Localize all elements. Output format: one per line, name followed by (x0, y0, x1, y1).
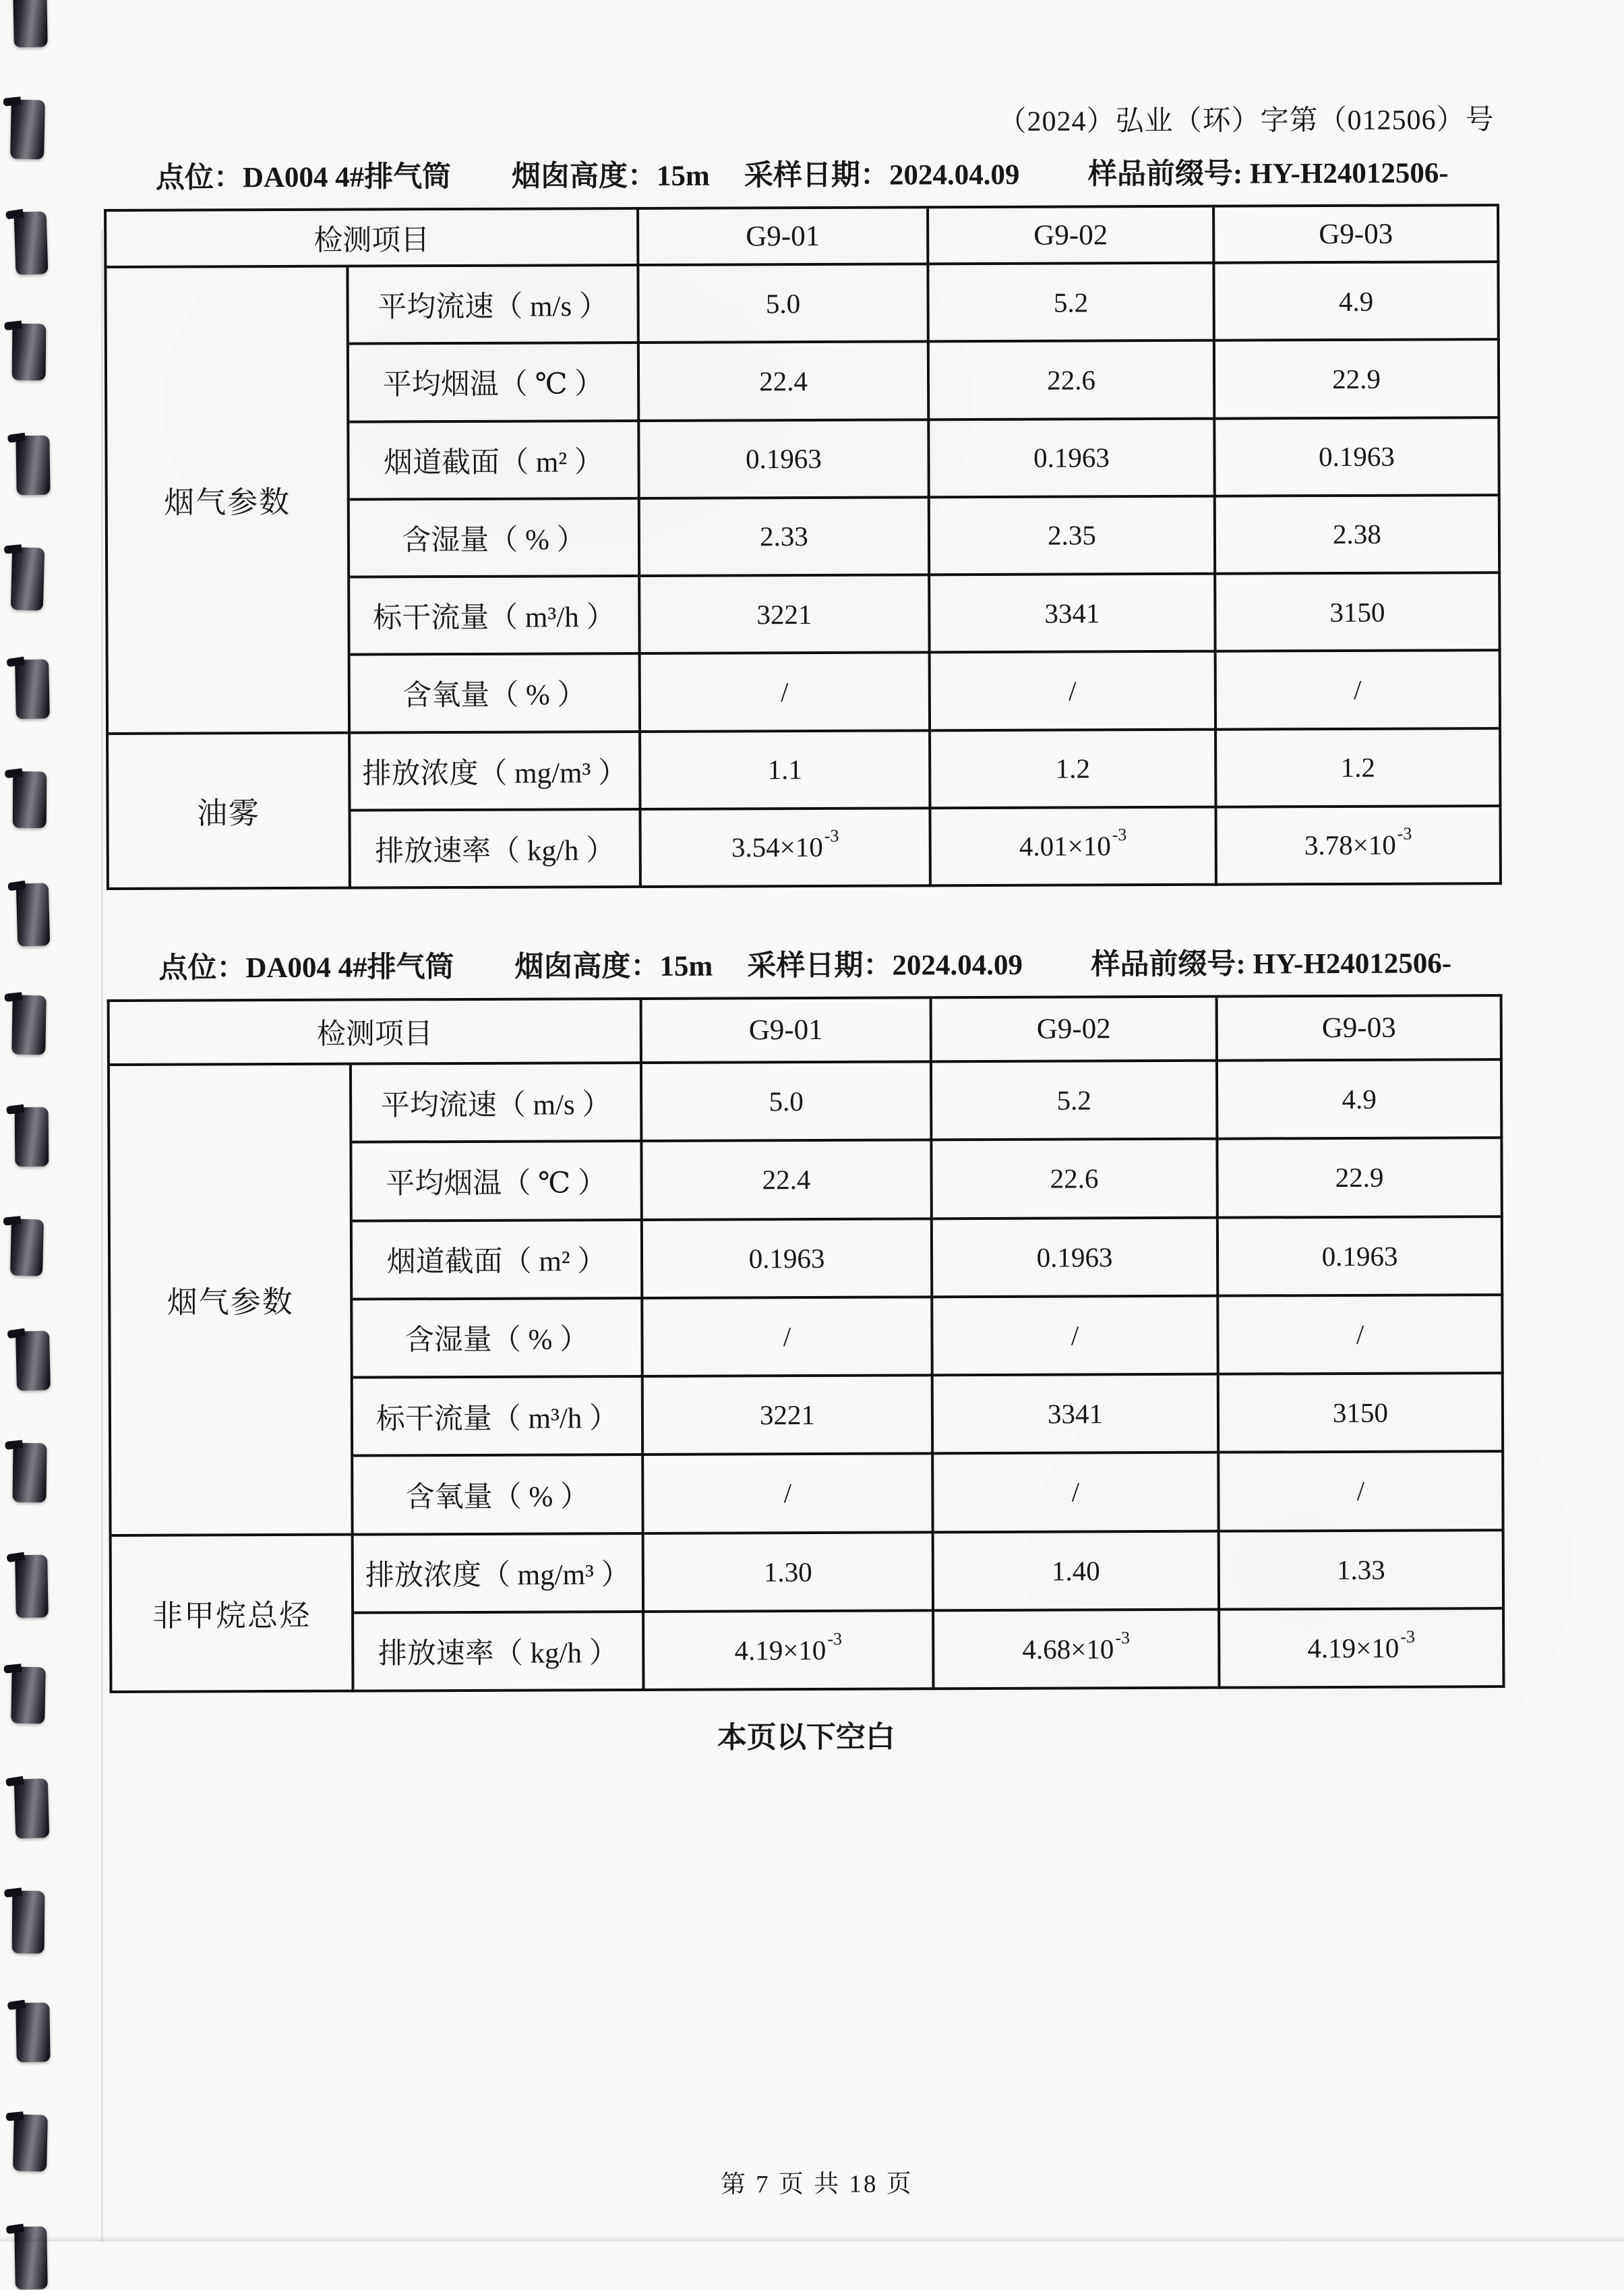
value-cell: 2.33 (640, 498, 930, 577)
site-id: 点位：DA004 4#排气筒 (158, 951, 454, 985)
value-cell: 3150 (1216, 574, 1501, 653)
value-cell: / (1219, 1296, 1503, 1376)
row-label: 排放浓度（ mg/m³ ） (354, 1534, 644, 1614)
sample-prefix: 样品前缀号: HY-H24012506- (1091, 947, 1452, 981)
value-cell: 2.35 (930, 497, 1216, 576)
value-cell: / (934, 1454, 1220, 1533)
group-label-nmhc: 非甲烷总烃 (112, 1535, 355, 1693)
column-header-sample: G9-03 (1215, 206, 1499, 264)
sci-base: 4.01×10 (1019, 830, 1111, 862)
row-label: 标干流量（ m³/h ） (353, 1378, 644, 1457)
sci-base: 3.78×10 (1304, 829, 1396, 861)
row-label: 含氧量（ % ） (351, 655, 641, 734)
sci-base: 4.68×10 (1022, 1633, 1114, 1665)
row-label: 烟道截面（ m² ） (349, 421, 640, 500)
row-label: 平均烟温（ ℃ ） (349, 344, 640, 423)
value-cell: 22.9 (1215, 341, 1500, 419)
value-cell: 0.1963 (930, 419, 1215, 498)
group-label-flue-gas: 烟气参数 (110, 1065, 354, 1537)
stack-height: 烟囱高度：15m (514, 950, 713, 983)
value-cell: 5.0 (639, 265, 929, 344)
value-cell: 22.4 (642, 1142, 932, 1221)
value-cell: 2.38 (1216, 496, 1501, 575)
monitoring-table-nmhc (107, 994, 1505, 1693)
value-cell: 0.1963 (1215, 419, 1500, 498)
value-cell: / (931, 653, 1217, 732)
row-label: 平均烟温（ ℃ ） (352, 1142, 642, 1222)
value-cell: 4.9 (1218, 1061, 1503, 1140)
value-cell (642, 809, 932, 888)
row-label: 排放速率（ kg/h ） (351, 811, 642, 889)
value-cell: 3341 (934, 1376, 1220, 1455)
column-header-item: 检测项目 (107, 210, 639, 268)
value-cell: 0.1963 (933, 1219, 1219, 1298)
value-cell: 1.2 (931, 730, 1217, 809)
sampling-date: 采样日期：2024.04.09 (744, 158, 1020, 192)
value-cell: 22.4 (640, 343, 930, 422)
column-header-item: 检测项目 (110, 1000, 642, 1066)
sample-info-line-1 (0, 149, 1621, 194)
value-cell: 22.6 (932, 1140, 1218, 1220)
sci-base: 4.19×10 (734, 1634, 826, 1666)
row-label: 烟道截面（ m² ） (353, 1221, 643, 1300)
value-cell (932, 808, 1217, 887)
value-cell: / (1220, 1452, 1504, 1532)
value-cell: 1.2 (1217, 730, 1501, 809)
value-cell: 0.1963 (643, 1220, 933, 1299)
value-cell: 1.33 (1220, 1531, 1505, 1611)
column-header-sample: G9-02 (932, 998, 1218, 1063)
value-cell (934, 1610, 1220, 1690)
group-label-flue-gas: 烟气参数 (107, 268, 351, 735)
row-label: 平均流速（ m/s ） (349, 266, 639, 345)
row-label: 标干流量（ m³/h ） (350, 577, 640, 656)
value-cell: 3150 (1220, 1374, 1504, 1454)
value-cell: 3221 (644, 1376, 934, 1456)
value-cell: 1.40 (934, 1532, 1220, 1612)
row-label: 排放速率（ kg/h ） (354, 1613, 644, 1693)
sci-exponent: -3 (1400, 1626, 1416, 1647)
value-cell: 3221 (640, 576, 930, 655)
sampling-date: 采样日期：2024.04.09 (747, 949, 1023, 982)
column-header-sample: G9-03 (1218, 997, 1503, 1062)
row-label: 含湿量（ % ） (350, 500, 640, 579)
column-header-sample: G9-01 (639, 208, 929, 266)
row-label: 排放浓度（ mg/m³ ） (351, 732, 641, 811)
sample-prefix: 样品前缀号: HY-H24012506- (1087, 157, 1449, 191)
value-cell: 1.30 (644, 1533, 934, 1613)
sci-exponent: -3 (1115, 1628, 1131, 1648)
value-cell (1217, 807, 1502, 886)
value-cell: 4.9 (1215, 263, 1499, 342)
value-cell: / (643, 1298, 933, 1378)
value-cell: 1.1 (641, 732, 931, 811)
row-label: 含氧量（ % ） (353, 1456, 644, 1535)
sci-exponent: -3 (824, 826, 839, 846)
monitoring-table-oil-mist (104, 204, 1502, 890)
sci-exponent: -3 (827, 1628, 843, 1649)
value-cell: 5.2 (932, 1062, 1218, 1142)
value-cell: 5.0 (642, 1063, 932, 1142)
value-cell: 22.9 (1218, 1139, 1503, 1219)
site-id: 点位：DA004 4#排气筒 (155, 161, 452, 194)
page-number-footer: 第 7 页 共 18 页 (720, 2170, 913, 2199)
row-label: 平均流速（ m/s ） (352, 1064, 642, 1144)
group-label-oil-mist: 油雾 (109, 734, 351, 890)
blank-below-note: 本页以下空白 (717, 1720, 895, 1755)
value-cell (1220, 1610, 1505, 1689)
column-header-sample: G9-02 (929, 208, 1215, 266)
value-cell: 3341 (930, 575, 1216, 654)
value-cell: 0.1963 (640, 421, 930, 500)
sci-base: 3.54×10 (731, 831, 823, 863)
sci-base: 4.19×10 (1307, 1632, 1400, 1664)
sci-exponent: -3 (1397, 823, 1412, 844)
value-cell: / (1217, 651, 1501, 730)
value-cell: 0.1963 (1219, 1218, 1503, 1297)
column-header-sample: G9-01 (642, 999, 932, 1064)
value-cell (644, 1612, 934, 1691)
sample-info-line-2 (0, 939, 1624, 985)
document-number: （2024）弘业（环）字第（012506）号 (998, 105, 1495, 138)
value-cell: 5.2 (929, 264, 1215, 343)
value-cell: / (641, 654, 931, 733)
stack-height: 烟囱高度：15m (511, 160, 710, 193)
sci-exponent: -3 (1112, 825, 1127, 845)
value-cell: / (933, 1297, 1219, 1376)
value-cell: 22.6 (930, 342, 1215, 421)
row-label: 含湿量（ % ） (353, 1299, 643, 1379)
value-cell: / (644, 1455, 934, 1535)
